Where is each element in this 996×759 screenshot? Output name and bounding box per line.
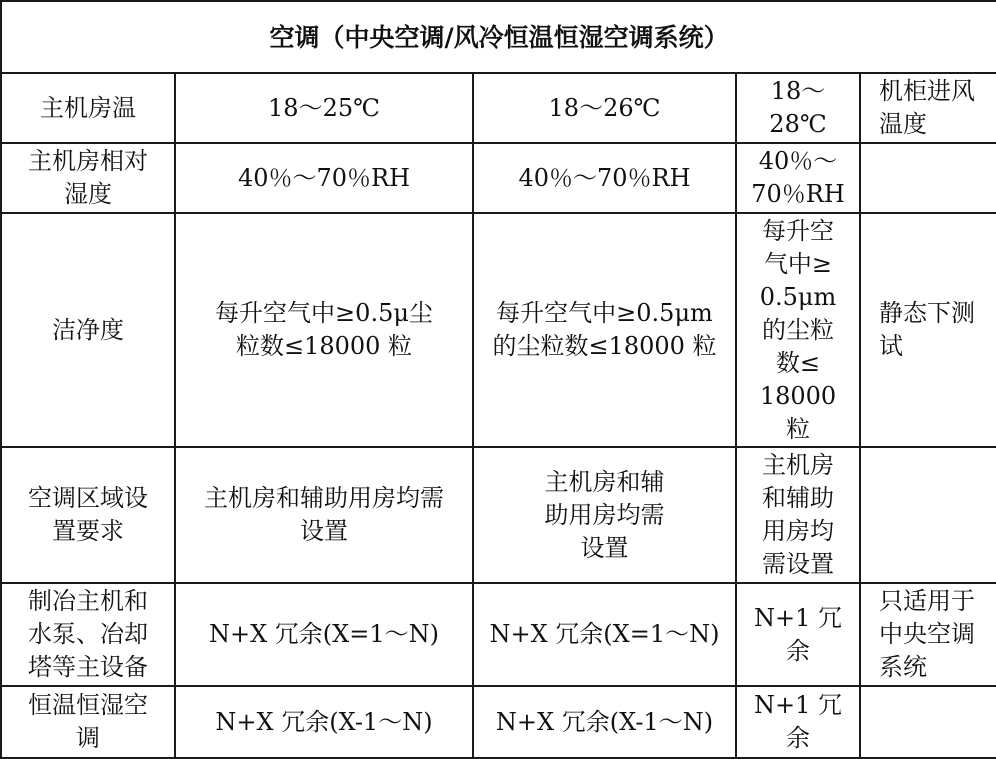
note-cell: 机柜进风 温度 [860, 73, 996, 143]
table-row [1, 73, 996, 143]
value-cell-c: 18～ 28℃ [736, 73, 860, 143]
value-cell-b: 每升空气中≥0.5μm 的尘粒数≤18000 粒 [473, 213, 736, 447]
item-cell: 主机房相对 湿度 [1, 143, 175, 213]
value-cell-a: N+X 冗余(X=1～N) [175, 583, 473, 686]
value-cell-c: 每升空 气中≥ 0.5μm 的尘粒 数≤ 18000 粒 [736, 213, 860, 447]
value-cell-b: 40％～70％RH [473, 143, 736, 213]
note-cell [860, 686, 996, 758]
note-cell [860, 447, 996, 583]
table-row [1, 447, 996, 583]
table-row [1, 686, 996, 758]
item-cell: 空调区域设 置要求 [1, 447, 175, 583]
value-cell-a: 主机房和辅助用房均需 设置 [175, 447, 473, 583]
value-cell-b: N+X 冗余(X-1～N) [473, 686, 736, 758]
value-cell-c: 主机房 和辅助 用房均 需设置 [736, 447, 860, 583]
item-cell: 洁净度 [1, 213, 175, 447]
value-cell-c: 40％～ 70％RH [736, 143, 860, 213]
value-cell-a: N+X 冗余(X-1～N) [175, 686, 473, 758]
value-cell-a: 18～25℃ [175, 73, 473, 143]
value-cell-a: 每升空气中≥0.5μ尘 粒数≤18000 粒 [175, 213, 473, 447]
item-cell: 恒温恒湿空 调 [1, 686, 175, 758]
value-cell-c: N+1 冗 余 [736, 686, 860, 758]
value-cell-a: 40％～70％RH [175, 143, 473, 213]
table-row [1, 213, 996, 447]
item-cell: 主机房温 [1, 73, 175, 143]
table-title: 空调（中央空调/风冷恒温恒湿空调系统） [1, 1, 996, 73]
value-cell-c: N+1 冗 余 [736, 583, 860, 686]
value-cell-b: 主机房和辅 助用房均需 设置 [473, 447, 736, 583]
note-cell [860, 143, 996, 213]
table-row [1, 143, 996, 213]
note-cell: 静态下测 试 [860, 213, 996, 447]
note-cell: 只适用于 中央空调 系统 [860, 583, 996, 686]
value-cell-b: 18～26℃ [473, 73, 736, 143]
item-cell: 制冶主机和 水泵、冶却 塔等主设备 [1, 583, 175, 686]
value-cell-b: N+X 冗余(X=1～N) [473, 583, 736, 686]
table-row [1, 583, 996, 686]
